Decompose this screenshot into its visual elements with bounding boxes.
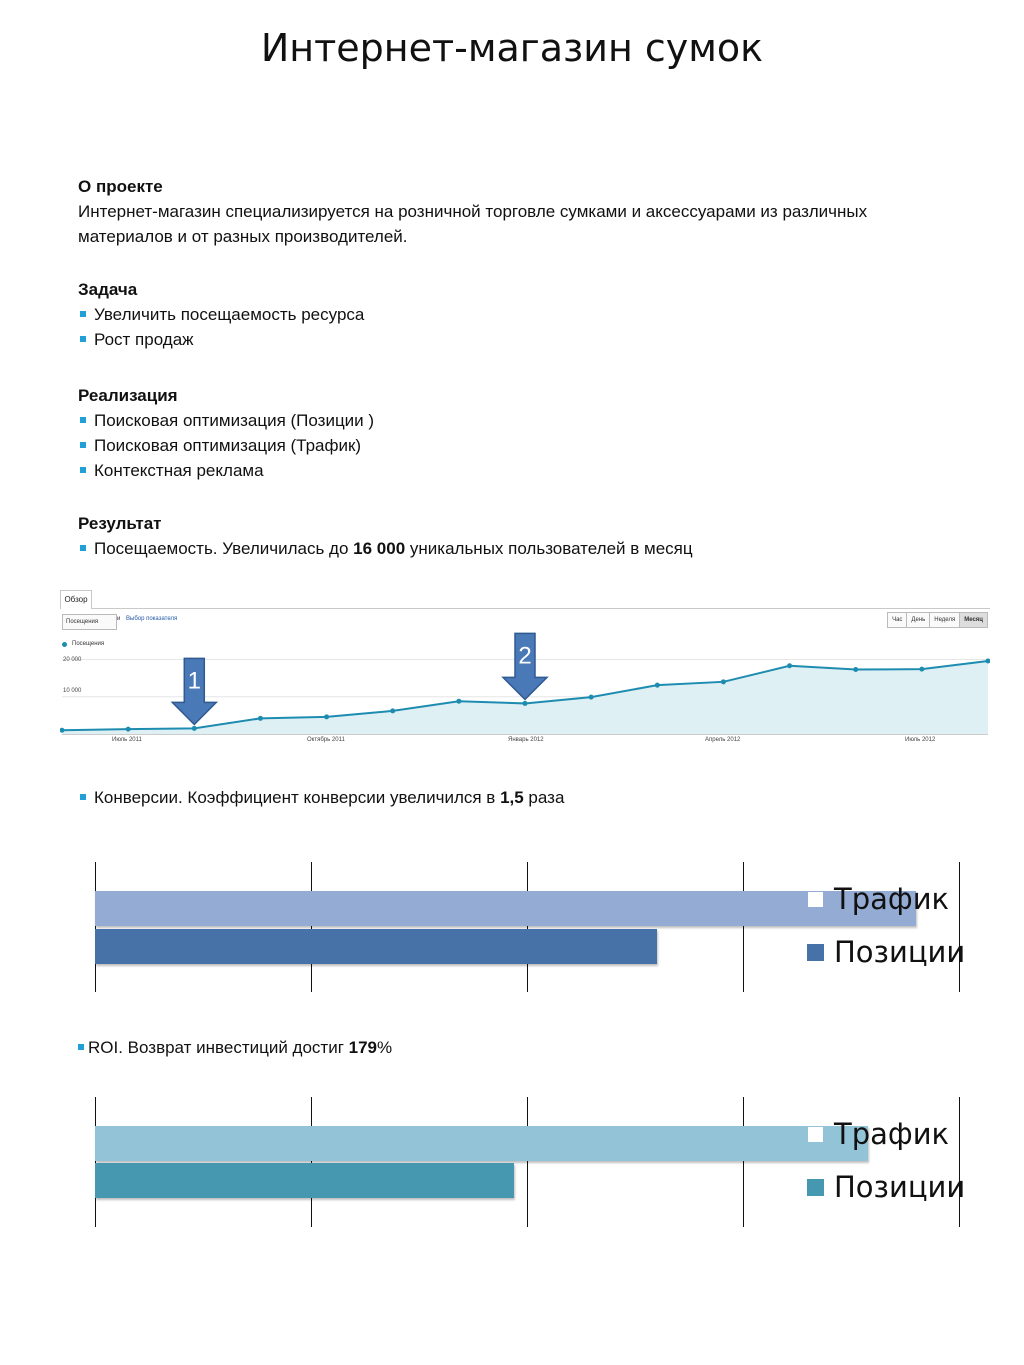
- grid-line: [95, 862, 96, 992]
- grid-line: [311, 862, 312, 992]
- analytics-screenshot: [60, 586, 990, 748]
- period-day-button[interactable]: День: [906, 612, 930, 628]
- legend-swatch-icon: [807, 1179, 824, 1196]
- task-heading: Задача: [78, 280, 138, 299]
- bullet-icon: [80, 311, 86, 317]
- implementation-section: [78, 383, 958, 483]
- grid-line: [959, 1097, 960, 1227]
- legend-swatch-icon: [807, 944, 824, 961]
- legend-positions: Позиции: [807, 1170, 965, 1204]
- bullet-icon: [80, 467, 86, 473]
- tab-overview[interactable]: Обзор: [60, 590, 92, 609]
- legend-traffic: Трафик: [807, 882, 949, 916]
- x-tick-label: Июль 2011: [112, 737, 142, 743]
- bar-positions: [95, 929, 657, 964]
- legend-traffic: Трафик: [807, 1117, 949, 1151]
- visits-point: [853, 667, 858, 672]
- annotation-label: 1: [187, 667, 201, 695]
- x-tick-label: Октябрь 2011: [307, 737, 345, 743]
- grid-line: [743, 862, 744, 992]
- bullet-icon: [78, 1044, 84, 1050]
- about-heading: О проекте: [78, 177, 163, 196]
- visits-point: [456, 699, 461, 704]
- visits-point: [721, 679, 726, 684]
- grid-line: [527, 1097, 528, 1227]
- choose-metric-link[interactable]: Выбор показателя: [126, 616, 178, 622]
- and-label: и: [117, 616, 121, 622]
- x-tick-label: Январь 2012: [508, 737, 544, 743]
- visits-chart: [60, 586, 990, 748]
- about-text: Интернет-магазин специализируется на розничной торговле сумками и аксессуарами из различных материалов и от разных производителей.: [78, 202, 868, 246]
- visits-point: [192, 726, 197, 731]
- annotation-label: 2: [518, 642, 532, 670]
- result-visits: Посещаемость. Увеличилась до 16 000 уникальных пользователей в месяц: [78, 536, 958, 561]
- bar-positions: [95, 1163, 514, 1198]
- bullet-icon: [80, 545, 86, 551]
- y-tick-label: 20 000: [63, 657, 82, 663]
- about-section: [78, 174, 958, 249]
- grid-line: [743, 1097, 744, 1227]
- task-item: Рост продаж: [78, 327, 958, 352]
- bar-traffic: [95, 891, 916, 926]
- implementation-item: Поисковая оптимизация (Позиции ): [78, 408, 958, 433]
- bullet-icon: [80, 794, 86, 800]
- conversion-bar-chart: [95, 862, 966, 992]
- roi-bar-chart: [95, 1097, 966, 1227]
- period-week-button[interactable]: Неделя: [929, 612, 960, 628]
- legend-swatch-icon: [807, 891, 824, 908]
- result-conversion: Конверсии. Коэффициент конверсии увеличился в 1,5 раза: [78, 785, 958, 810]
- visits-point: [523, 701, 528, 706]
- visits-point: [390, 708, 395, 713]
- visits-legend: Посещения: [62, 641, 104, 647]
- grid-line: [959, 862, 960, 992]
- visits-point: [655, 683, 660, 688]
- result-section: [78, 511, 958, 561]
- grid-line: [527, 862, 528, 992]
- task-item: Увеличить посещаемость ресурса: [78, 302, 958, 327]
- implementation-item: Поисковая оптимизация (Трафик): [78, 433, 958, 458]
- implementation-heading: Реализация: [78, 386, 178, 405]
- task-section: [78, 277, 958, 352]
- visits-point: [126, 727, 131, 732]
- roi-section: [78, 1035, 958, 1060]
- visits-point: [324, 714, 329, 719]
- implementation-item: Контекстная реклама: [78, 458, 958, 483]
- conversion-section: [78, 785, 958, 810]
- visits-point: [589, 695, 594, 700]
- visits-point: [919, 667, 924, 672]
- period-month-button[interactable]: Месяц: [959, 612, 988, 628]
- bullet-icon: [80, 336, 86, 342]
- bullet-icon: [80, 417, 86, 423]
- page-title: Интернет-магазин сумок: [260, 26, 764, 70]
- x-tick-label: Апрель 2012: [705, 737, 741, 743]
- bullet-icon: [80, 442, 86, 448]
- x-tick-label: Июль 2012: [905, 737, 936, 743]
- result-roi: ROI. Возврат инвестиций достиг 179%: [78, 1035, 958, 1060]
- visits-point: [787, 663, 792, 668]
- metric-select[interactable]: Посещения: [62, 614, 117, 630]
- legend-swatch-icon: [807, 1126, 824, 1143]
- legend-positions: Позиции: [807, 935, 965, 969]
- result-heading: Результат: [78, 514, 162, 533]
- grid-line: [311, 1097, 312, 1227]
- period-hour-button[interactable]: Час: [887, 612, 907, 628]
- visits-point: [258, 716, 263, 721]
- y-tick-label: 10 000: [63, 688, 82, 694]
- bar-traffic: [95, 1126, 868, 1161]
- grid-line: [95, 1097, 96, 1227]
